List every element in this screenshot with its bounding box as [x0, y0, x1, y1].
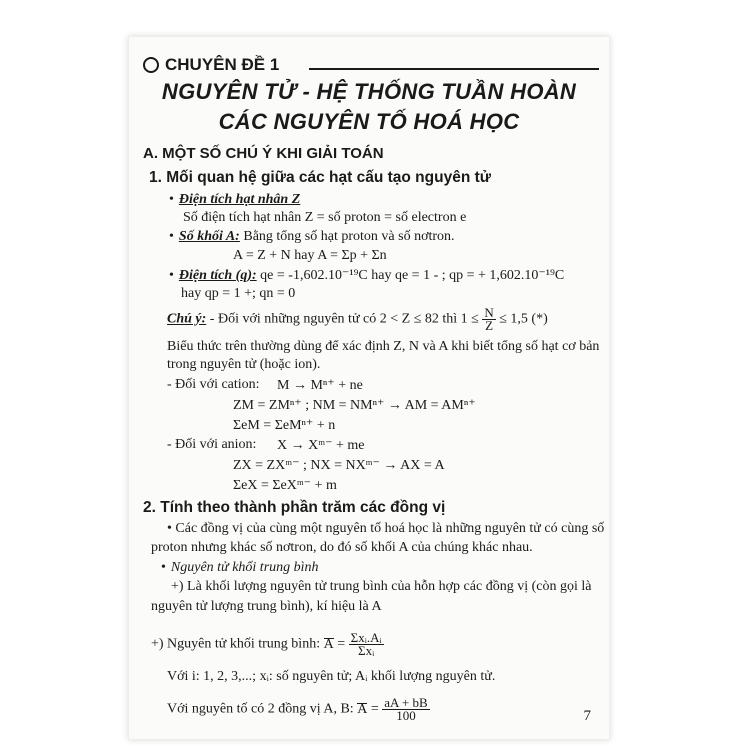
avg-label: Nguyên tử khối trung bình — [170, 560, 319, 575]
two-isotope-fraction — [382, 697, 429, 722]
mass-text: Bằng tổng số hạt proton và số nơtron. — [243, 229, 455, 244]
avg-def2: nguyên tử lượng trung bình), kí hiệu là A — [151, 599, 382, 614]
avg-fraction — [349, 632, 384, 657]
avg-formula-row: +) Nguyên tử khối trung bình: A = $\frac{\text{Σxᵢ.Aᵢ}}{\text{Σxᵢ}}$ — [151, 630, 382, 658]
a-bar-symbol: A — [323, 636, 334, 652]
page-number: 7 — [583, 708, 591, 724]
two-isotope-row: Với nguyên tố có 2 đồng vị A, B: A = $\frac{aA + bB}{100}$ — [167, 695, 428, 723]
charge-bullet — [169, 192, 300, 208]
anion-line2: ZX = ZXᵐ⁻ ; NX = NXᵐ⁻ → AX = A — [233, 458, 445, 473]
mass-bullet — [169, 229, 455, 245]
avg-frac-den: Σxᵢ — [358, 643, 375, 658]
expr-line1: Biểu thức trên thường dùng để xác định Z, N và A khi biết tổng số hạt cơ bản — [167, 339, 600, 354]
charge-text: Số điện tích hạt nhân Z = số proton = số electron e — [183, 210, 467, 225]
note-line — [167, 307, 548, 332]
mass-formula: A = Z + N hay A = Σp + Σn — [233, 248, 387, 263]
anion-equation: X → Xᵐ⁻ + me — [277, 438, 365, 453]
two-isotope-label: Với nguyên tố có 2 đồng vị A, B: — [167, 701, 354, 717]
isotope-para1: • Các đồng vị của cùng một nguyên tố hoá học là những nguyên tử có cùng số — [167, 521, 605, 536]
cation-label: - Đối với cation: — [167, 377, 260, 392]
avg-bullet — [161, 560, 319, 576]
expr-line2: trong nguyên tử (hoặc ion). — [167, 357, 321, 372]
anion-label: - Đối với anion: — [167, 437, 257, 452]
a-bar-symbol: A — [357, 701, 368, 717]
note-tail: ≤ 1,5 (*) — [499, 311, 548, 327]
note-text: - Đối với những nguyên tử có 2 < Z ≤ 82 thì 1 ≤ — [209, 311, 479, 327]
frac-num: N — [484, 305, 494, 320]
chapter-title-line1: NGUYÊN TỬ - HỆ THỐNG TUẦN HOÀN — [161, 79, 577, 104]
q-label: Điện tích (q): — [178, 268, 257, 283]
q-text2: hay qp = 1 +; qn = 0 — [181, 286, 296, 301]
avg-formula-label: +) Nguyên tử khối trung bình: — [151, 636, 321, 652]
anion-line3: ΣeX = ΣeXᵐ⁻ + m — [233, 478, 337, 493]
frac-den: Z — [485, 318, 494, 333]
avg-def1: +) Là khối lượng nguyên tử trung bình của hỗn hợp các đồng vị (còn gọi là — [171, 579, 592, 594]
topic-heading — [143, 55, 279, 75]
n-over-z-fraction — [482, 307, 495, 332]
cation-line2: ZM = ZMⁿ⁺ ; NM = NMⁿ⁺ → AM = AMⁿ⁺ — [233, 398, 476, 413]
circle-bullet-icon — [143, 57, 159, 73]
part2-heading: 2. Tính theo thành phần trăm các đồng vị — [143, 499, 446, 516]
cation-equation: M → Mⁿ⁺ + ne — [277, 378, 363, 393]
with-i-text: Với i: 1, 2, 3,...; xᵢ: số nguyên tử; Aᵢ khối lượng nguyên tử. — [167, 669, 496, 684]
chapter-title-line2: CÁC NGUYÊN TỐ HOÁ HỌC — [218, 109, 520, 134]
charge-label: Điện tích hạt nhân Z — [178, 192, 301, 207]
isotope-para2: proton nhưng khác số nơtron, do đó số khối A của chúng khác nhau. — [151, 540, 533, 555]
two-frac-den: 100 — [396, 708, 416, 723]
cation-line3: ΣeM = ΣeMⁿ⁺ + n — [233, 418, 336, 433]
note-label: Chú ý: — [167, 311, 207, 327]
book-page — [128, 36, 610, 740]
avg-frac-num: Σxᵢ.Aᵢ — [350, 630, 382, 645]
part1-heading: 1. Mối quan hệ giữa các hạt cấu tạo nguyên tử — [149, 169, 491, 186]
mass-label: Số khối A: — [178, 229, 240, 244]
topic-rule — [309, 68, 599, 70]
section-a-heading: A. MỘT SỐ CHÚ Ý KHI GIẢI TOÁN — [143, 145, 384, 162]
two-frac-num: aA + bB — [384, 695, 428, 710]
topic-label: CHUYÊN ĐỀ 1 — [165, 55, 280, 74]
q-bullet — [169, 267, 564, 284]
q-text: qe = -1,602.10⁻¹⁹C hay qe = 1 - ; qp = + 1,602.10⁻¹⁹C — [260, 268, 565, 283]
